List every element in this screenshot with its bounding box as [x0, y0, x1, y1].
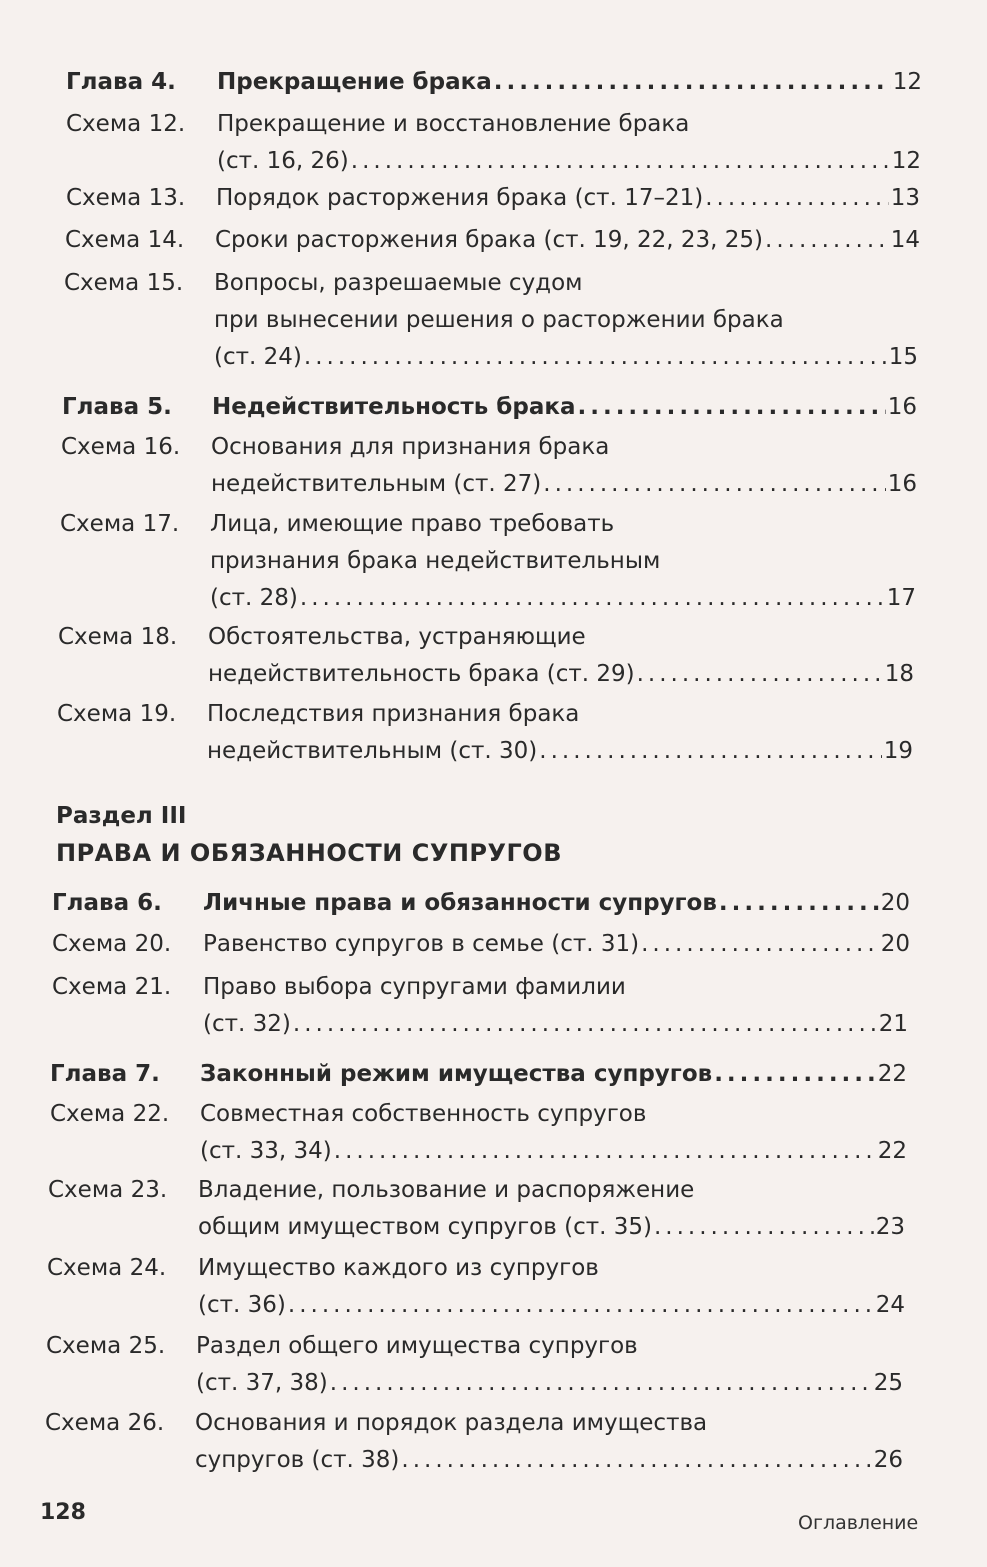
toc-entry-label: Схема 26.	[45, 1410, 165, 1436]
toc-entry	[66, 106, 921, 180]
toc-entry-title: признания брака недействительным	[210, 548, 661, 574]
dot-leader	[300, 580, 885, 617]
toc-entry-title: (ст. 16, 26)	[217, 148, 349, 174]
dot-leader	[401, 1442, 871, 1479]
dot-leader	[494, 64, 891, 101]
toc-entry-title: (ст. 32)	[203, 1011, 291, 1037]
dot-leader	[293, 1006, 877, 1043]
toc-entry-page: 24	[875, 1292, 905, 1318]
toc-entry-label: Схема 23.	[48, 1177, 168, 1203]
toc-entry-title: Совместная собственность супругов	[200, 1101, 647, 1127]
toc-entry-page: 12	[891, 148, 921, 174]
toc-entry	[45, 1405, 903, 1479]
toc-entry	[50, 1056, 907, 1093]
toc-entry-title: Лица, имеющие право требовать	[210, 511, 615, 537]
toc-entry-page: 23	[875, 1214, 905, 1240]
toc-entry-title: супругов (ст. 38)	[195, 1447, 400, 1473]
toc-entry-page: 17	[886, 585, 916, 611]
toc-entry-title: (ст. 36)	[198, 1292, 286, 1318]
toc-entry-label: Схема 14.	[65, 227, 185, 253]
toc-entry-page: 16	[887, 394, 917, 420]
dot-leader	[705, 180, 889, 217]
section-title: ПРАВА И ОБЯЗАННОСТИ СУПРУГОВ	[56, 839, 562, 867]
toc-entry-title: недействительным (ст. 30)	[207, 738, 538, 764]
toc-entry-title: Сроки расторжения брака (ст. 19, 22, 23, 25)	[215, 227, 764, 253]
toc-entry-title: Обстоятельства, устраняющие	[208, 624, 586, 650]
toc-entry-title: (ст. 37, 38)	[196, 1370, 328, 1396]
toc-entry-title: (ст. 33, 34)	[200, 1138, 332, 1164]
toc-entry-title: Законный режим имущества супругов	[200, 1061, 713, 1087]
dot-leader	[304, 339, 887, 376]
toc-entry-page: 12	[892, 69, 922, 95]
dot-leader	[765, 222, 889, 259]
dot-leader	[330, 1365, 872, 1402]
section-number: Раздел III	[56, 803, 187, 829]
toc-entry	[52, 969, 908, 1043]
toc-entry-label: Схема 21.	[52, 974, 172, 1000]
toc-entry-page: 13	[890, 185, 920, 211]
toc-entry-label: Глава 7.	[50, 1061, 160, 1087]
toc-entry	[66, 180, 920, 217]
toc-entry-title: Недействительность брака	[212, 394, 576, 420]
toc-entry	[65, 222, 920, 259]
dot-leader	[334, 1133, 876, 1170]
toc-entry-title: недействительность брака (ст. 29)	[208, 661, 635, 687]
toc-entry-title: Прекращение брака	[217, 69, 492, 95]
dot-leader	[577, 389, 885, 426]
toc-entry-page: 14	[890, 227, 920, 253]
toc-entry	[52, 926, 910, 963]
toc-entry-title: Раздел общего имущества супругов	[196, 1333, 638, 1359]
toc-entry-title: Владение, пользование и распоряжение	[198, 1177, 695, 1203]
running-title: Оглавление	[798, 1512, 919, 1534]
dot-leader	[654, 1209, 874, 1246]
toc-entry-page: 22	[877, 1061, 907, 1087]
toc-entry-title: Право выбора супругами фамилии	[203, 974, 626, 1000]
toc-entry	[58, 619, 914, 693]
toc-entry-label: Схема 25.	[46, 1333, 166, 1359]
dot-leader	[543, 466, 885, 503]
dot-leader	[637, 656, 883, 693]
toc-entry-label: Схема 20.	[52, 931, 172, 957]
toc-entry-title: при вынесении решения о расторжении брака	[214, 307, 784, 333]
toc-entry-page: 18	[884, 661, 914, 687]
toc-entry-page: 16	[887, 471, 917, 497]
toc-entry	[50, 1096, 907, 1170]
toc-entry-label: Схема 12.	[66, 111, 186, 137]
page-number: 128	[40, 1500, 86, 1525]
toc-entry-label: Схема 18.	[58, 624, 178, 650]
toc-entry-title: Имущество каждого из супругов	[198, 1255, 599, 1281]
toc-entry-title: Основания для признания брака	[211, 434, 610, 460]
toc-entry-label: Схема 13.	[66, 185, 186, 211]
toc-entry-page: 20	[880, 931, 910, 957]
toc-entry-title: (ст. 28)	[210, 585, 298, 611]
toc-entry-label: Схема 19.	[57, 701, 177, 727]
toc-entry-page: 20	[880, 890, 910, 916]
toc-entry-title: (ст. 24)	[214, 344, 302, 370]
toc-entry	[57, 696, 913, 770]
toc-entry-title: Личные права и обязанности супругов	[203, 890, 717, 916]
toc-entry-title: недействительным (ст. 27)	[211, 471, 542, 497]
toc-entry-page: 21	[878, 1011, 908, 1037]
toc-entry	[60, 506, 916, 617]
dot-leader	[719, 885, 879, 922]
dot-leader	[641, 926, 879, 963]
toc-entry-page: 19	[883, 738, 913, 764]
toc-entry-title: Прекращение и восстановление брака	[217, 111, 690, 137]
toc-entry-page: 26	[873, 1447, 903, 1473]
dot-leader	[539, 733, 881, 770]
toc-entry-label: Схема 22.	[50, 1101, 170, 1127]
dot-leader	[714, 1056, 876, 1093]
dot-leader	[288, 1287, 874, 1324]
toc-entry	[61, 429, 917, 503]
toc-entry	[64, 265, 918, 376]
toc-entry-label: Глава 5.	[62, 394, 172, 420]
toc-entry	[46, 1328, 903, 1402]
toc-entry-label: Схема 16.	[61, 434, 181, 460]
toc-entry-page: 15	[888, 344, 918, 370]
toc-entry-title: Порядок расторжения брака (ст. 17–21)	[216, 185, 704, 211]
toc-entry-label: Схема 15.	[64, 270, 184, 296]
dot-leader	[351, 143, 890, 180]
toc-entry-title: Последствия признания брака	[207, 701, 580, 727]
toc-entry	[66, 64, 922, 101]
toc-entry-label: Схема 17.	[60, 511, 180, 537]
toc-entry	[62, 389, 917, 426]
toc-entry-label: Глава 4.	[66, 69, 176, 95]
toc-entry-page: 22	[877, 1138, 907, 1164]
toc-entry-label: Схема 24.	[47, 1255, 167, 1281]
toc-entry-page: 25	[873, 1370, 903, 1396]
toc-entry-title: Вопросы, разрешаемые судом	[214, 270, 583, 296]
toc-entry	[48, 1172, 905, 1246]
toc-entry	[47, 1250, 905, 1324]
toc-entry-title: Основания и порядок раздела имущества	[195, 1410, 708, 1436]
toc-entry-label: Глава 6.	[52, 890, 162, 916]
toc-entry-title: общим имуществом супругов (ст. 35)	[198, 1214, 652, 1240]
toc-entry	[52, 885, 910, 922]
toc-entry-title: Равенство супругов в семье (ст. 31)	[203, 931, 640, 957]
